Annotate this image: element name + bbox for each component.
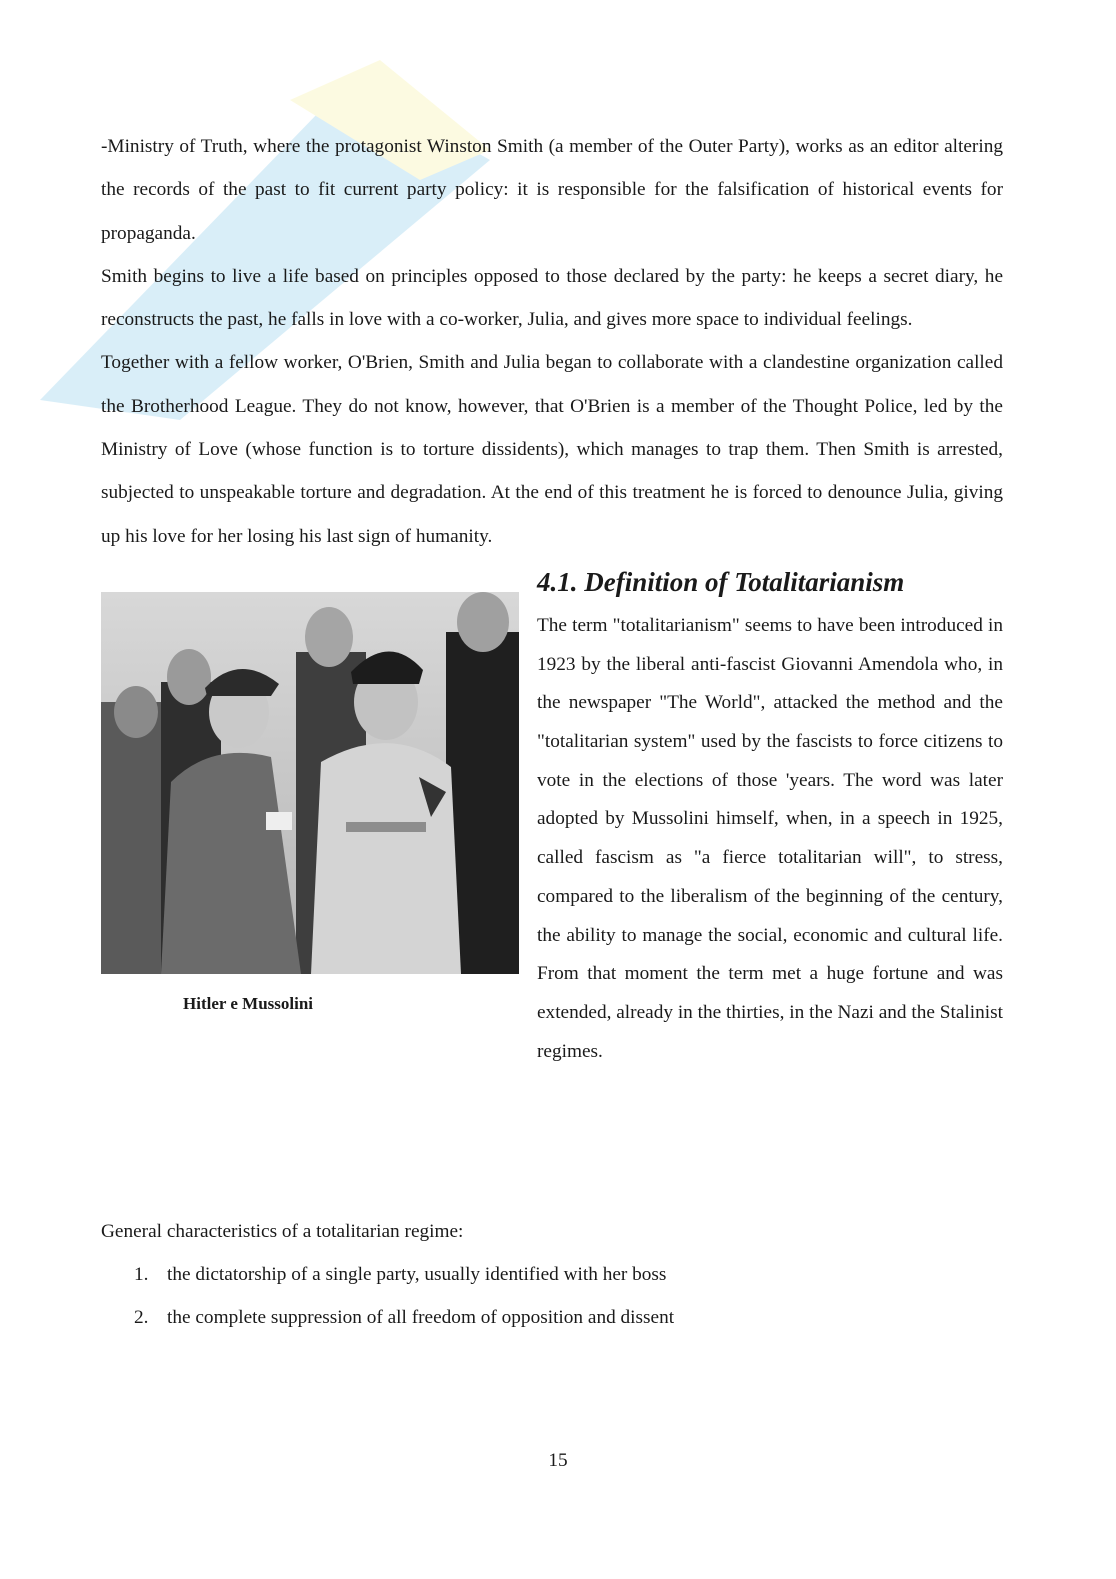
list-item-number: 2. — [134, 1307, 149, 1329]
section-body: The term "totalitarianism" seems to have been introduced in 1923 by the liberal anti-fascist Giovanni Amendola who, in the newspaper "The World", attacked the method and the "totalitarian system" used by the fascists to force citizens to vote in the elections of those 'years. The word was later adopted by Mussolini himself, when, in a speech in 1925, called fascism as "a fierce totalitarian will", to stress, compared to the liberalism of the beginning of the century, the ability to manage the social, economic and cultural life. From that moment the term met a huge fortune and was extended, already in the thirties, in the Nazi and the Stalinist regimes. — [537, 614, 1003, 1062]
page-number: 15 — [548, 1450, 568, 1471]
figure-caption: Hitler e Mussolini — [183, 993, 314, 1013]
section-heading: 4.1. Definition of Totalitarianism — [537, 566, 905, 597]
paragraph-ministry-of-truth: -Ministry of Truth, where the protagonist Winston Smith (a member of the Outer Party), works as an editor altering the records of the past to fit current party policy: it is responsible for the falsification of historical events for propaganda. — [101, 136, 1003, 244]
list-item-text: the dictatorship of a single party, usually identified with her boss — [167, 1264, 667, 1286]
list-item — [101, 1296, 1003, 1339]
list-item — [101, 1253, 1003, 1296]
list-item-text: the complete suppression of all freedom of opposition and dissent — [167, 1307, 675, 1329]
figure — [101, 592, 519, 1013]
section-text-column — [537, 562, 1003, 1071]
characteristics — [101, 1210, 1003, 1339]
paragraph-smith-life: Smith begins to live a life based on principles opposed to those declared by the party: he keeps a secret diary, he reconstructs the past, he falls in love with a co-worker, Julia, and gives more space to individual feelings. — [101, 265, 1003, 331]
hitler-mussolini-photo — [101, 592, 519, 974]
paragraph-brotherhood: Together with a fellow worker, O'Brien, Smith and Julia began to collaborate with a clandestine organization called the Brotherhood League. They do not know, however, that O'Brien is a member of the Thought Police, led by the Ministry of Love (whose function is to torture dissidents), which manages to trap them. Then Smith is arrested, subjected to unspeakable torture and degradation. At the end of this treatment he is forced to denounce Julia, giving up his love for her losing his last sign of humanity. — [101, 352, 1003, 547]
section-totalitarianism — [101, 562, 1003, 1180]
characteristics-list — [101, 1253, 1003, 1339]
list-item-number: 1. — [134, 1264, 149, 1286]
page-content — [101, 125, 1003, 1339]
characteristics-intro: General characteristics of a totalitarian regime: — [101, 1220, 464, 1242]
